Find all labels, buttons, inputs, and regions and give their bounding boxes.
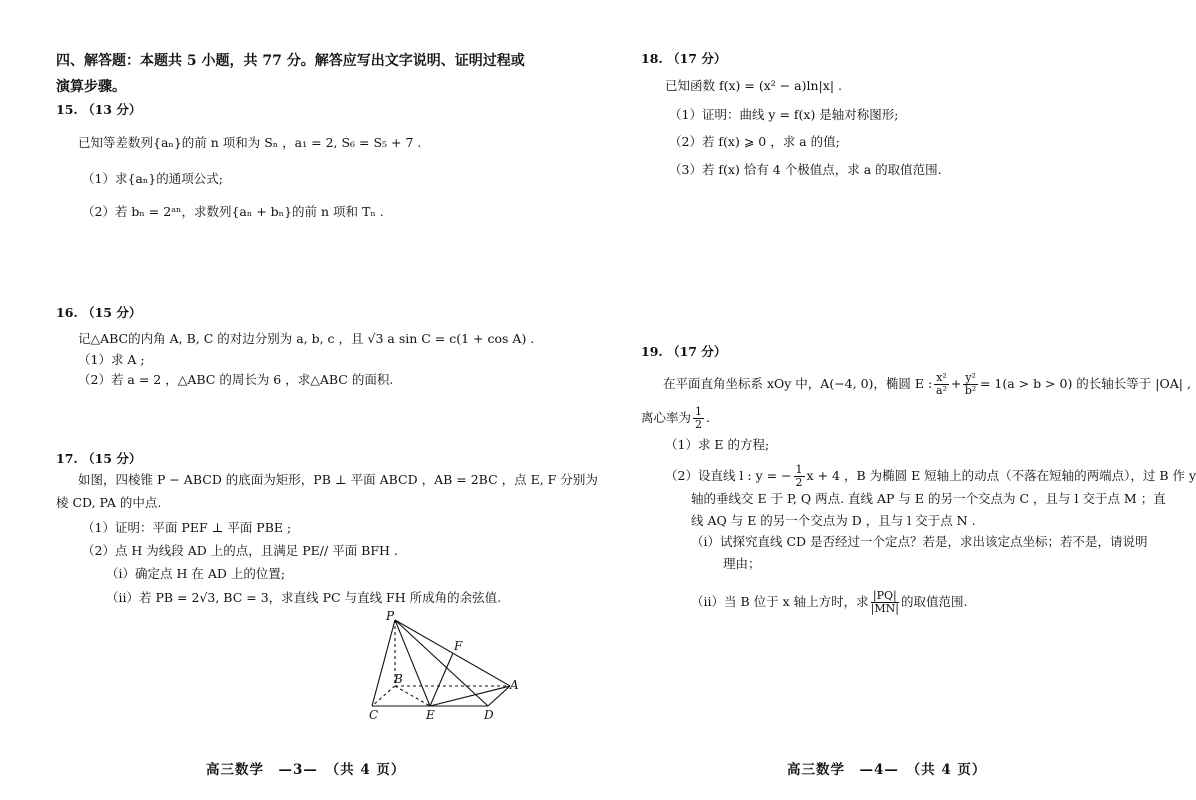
ellipse-y-fraction: $\frac{\text{y²}}{\text{b²}}$ — [964, 371, 977, 397]
section-heading: 四、解答题：本题共 5 小题，共 77 分。解答应写出文字说明、证明过程或演算步骤。 — [56, 53, 525, 95]
label-B: B — [394, 672, 403, 686]
label-A: A — [510, 678, 519, 692]
q19-part2-i-line1: （ⅰ）试探究直线 CD 是否经过一个定点？若是，求出该定点坐标；若不是，请说明 — [691, 534, 1148, 549]
q17-number: 17. （15 分） — [56, 451, 142, 466]
q17-stem-line1: 如图，四棱锥 P − ABCD 的底面为矩形，PB ⊥ 平面 ABCD ，AB = 2BC ，点 E, F 分别为 — [78, 472, 598, 487]
q17-part2-ii: （ⅱ）若 PB = 2√3, BC = 3，求直线 PC 与直线 FH 所成角的余弦值. — [106, 590, 502, 605]
q17-part2: （2）点 H 为线段 AD 上的点，且满足 PE// 平面 BFH . — [82, 543, 398, 558]
q18-stem: 已知函数 f(x) = (x² − a)ln|x| . — [665, 78, 842, 93]
q19-stem-line2: 离心率为 $\frac{1}{2}$ . — [641, 405, 710, 431]
q18-part2: （2）若 f(x) ⩾ 0 ，求 a 的值; — [669, 134, 840, 149]
q19-part1: （1）求 E 的方程; — [665, 437, 770, 452]
q19-part2-line2: 轴的垂线交 E 于 P, Q 两点. 直线 AP 与 E 的另一个交点为 C ，且与 l 交于点 M ；直 — [691, 491, 1166, 506]
q18-part1: （1）证明：曲线 y = f(x) 是轴对称图形; — [669, 107, 899, 122]
page-4 — [581, 0, 1196, 800]
q15-part1: （1）求{aₙ}的通项公式; — [82, 171, 223, 186]
label-P: P — [386, 609, 395, 623]
q16-stem: 记△ABC的内角 A, B, C 的对边分别为 a, b, c ，且 √3 a sin C = c(1 + cos A) . — [78, 331, 535, 346]
q17-stem-line2: 棱 CD, PA 的中点. — [56, 495, 162, 510]
q17-part1: （1）证明：平面 PEF ⊥ 平面 PBE ; — [82, 520, 292, 535]
q18-number: 18. （17 分） — [641, 51, 727, 66]
q15-stem: 已知等差数列{aₙ}的前 n 项和为 Sₙ ，a₁ = 2, S₆ = S₅ + 7 . — [78, 135, 422, 150]
q18-part3: （3）若 f(x) 恰有 4 个极值点，求 a 的取值范围. — [669, 162, 942, 177]
slope-fraction: $\frac{1}{2}$ — [795, 463, 803, 489]
q15-number: 15. （13 分） — [56, 102, 142, 117]
q15-part2: （2）若 bₙ = 2ᵃⁿ，求数列{aₙ + bₙ}的前 n 项和 Tₙ . — [82, 204, 384, 219]
label-C: C — [369, 708, 379, 722]
pyramid-figure — [360, 606, 530, 726]
q19-part2-line1: （2）设直线 l : y = − $\frac{1}{2}$ x + 4 ，B 为椭圆 E 短轴上的动点（不落在短轴的两端点），过 B 作 y — [665, 463, 1196, 489]
q19-number: 19. （17 分） — [641, 344, 727, 359]
pq-mn-fraction: $\frac{|PQ|}{|MN|}$ — [870, 589, 899, 615]
q19-stem-line1: 在平面直角坐标系 xOy 中，A(−4, 0)，椭圆 E : $\frac{\text{x²}}{\text{a²}}$ + $\frac{\text{y²}}{\text{b²}}$ = 1(a > b > 0) 的长轴长等于 |OA| , — [663, 371, 1191, 397]
page-footer-4: 高三数学 —4— （共 4 页） — [787, 762, 987, 778]
q19-part2-line3: 线 AQ 与 E 的另一个交点为 D ，且与 l 交于点 N . — [691, 513, 976, 528]
q17-part2-i: （ⅰ）确定点 H 在 AD 上的位置; — [106, 566, 286, 581]
q16-part2: （2）若 a = 2 ，△ABC 的周长为 6 ，求△ABC 的面积. — [78, 372, 394, 387]
label-F: F — [454, 639, 463, 653]
q19-part2-i-line2: 理由； — [723, 556, 761, 571]
q19-part2-ii: （ⅱ）当 B 位于 x 轴上方时，求 $\frac{|PQ|}{|MN|}$ 的取值范围. — [691, 589, 968, 615]
q16-part1: （1）求 A ; — [78, 352, 145, 367]
page-footer-3: 高三数学 —3— （共 4 页） — [206, 762, 406, 778]
q16-number: 16. （15 分） — [56, 305, 142, 320]
eccentricity-fraction: $\frac{1}{2}$ — [695, 405, 703, 431]
label-D: D — [484, 708, 494, 722]
label-E: E — [426, 708, 435, 722]
ellipse-x-fraction: $\frac{\text{x²}}{\text{a²}}$ — [936, 371, 947, 397]
